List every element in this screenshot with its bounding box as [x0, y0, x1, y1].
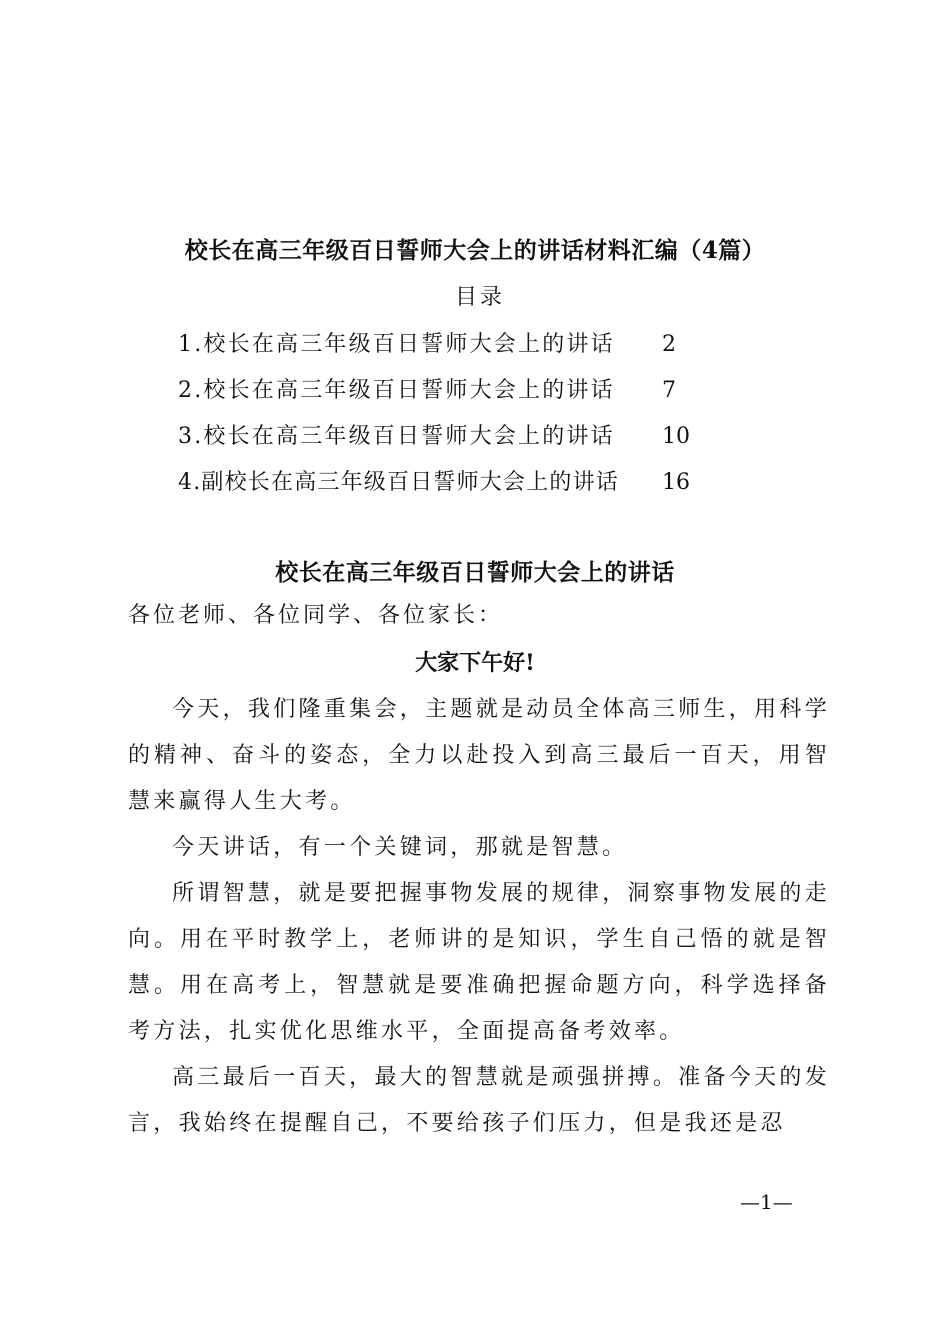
toc-item[interactable]: [178, 322, 738, 368]
paragraph: 高三最后一百天，最大的智慧就是顽强拼搏。准备今天的发言，我始终在提醒自己，不要给孩子们压力，但是我还是忍: [128, 1065, 830, 1136]
toc-item-page: 10: [662, 424, 690, 449]
toc-item-page: 2: [662, 332, 676, 357]
speech-body: [128, 687, 830, 1147]
table-of-contents: [178, 322, 738, 506]
greeting: 大家下午好!: [415, 650, 535, 676]
section-title: 校长在高三年级百日誓师大会上的讲话: [275, 559, 675, 586]
paragraph: 今天讲话，有一个关键词，那就是智慧。: [172, 835, 628, 860]
salutation: 各位老师、各位同学、各位家长：: [128, 603, 504, 628]
paragraph: 今天，我们隆重集会，主题就是动员全体高三师生，用科学的精神、奋斗的姿态，全力以赴投入到高三最后一百天，用智慧来赢得人生大考。: [128, 697, 830, 814]
toc-item[interactable]: [178, 460, 738, 506]
toc-item-page: 7: [662, 378, 676, 403]
toc-item[interactable]: [178, 414, 738, 460]
toc-item-label: 2.校长在高三年级百日誓师大会上的讲话: [178, 378, 615, 403]
toc-heading: 目录: [454, 285, 505, 310]
page-number: —1—: [740, 1190, 793, 1214]
toc-item-page: 16: [662, 470, 690, 495]
toc-item-label: 4.副校长在高三年级百日誓师大会上的讲话: [178, 470, 619, 495]
toc-item-label: 1.校长在高三年级百日誓师大会上的讲话: [178, 332, 615, 357]
document-title: 校长在高三年级百日誓师大会上的讲话材料汇编（4篇）: [184, 237, 766, 264]
toc-item[interactable]: [178, 368, 738, 414]
toc-item-label: 3.校长在高三年级百日誓师大会上的讲话: [178, 424, 615, 449]
paragraph: 所谓智慧，就是要把握事物发展的规律，洞察事物发展的走向。用在平时教学上，老师讲的是知识，学生自己悟的就是智慧。用在高考上，智慧就是要准确把握命题方向，科学选择备考方法，扎实优化思维水平，全面提高备考效率。: [128, 881, 830, 1044]
